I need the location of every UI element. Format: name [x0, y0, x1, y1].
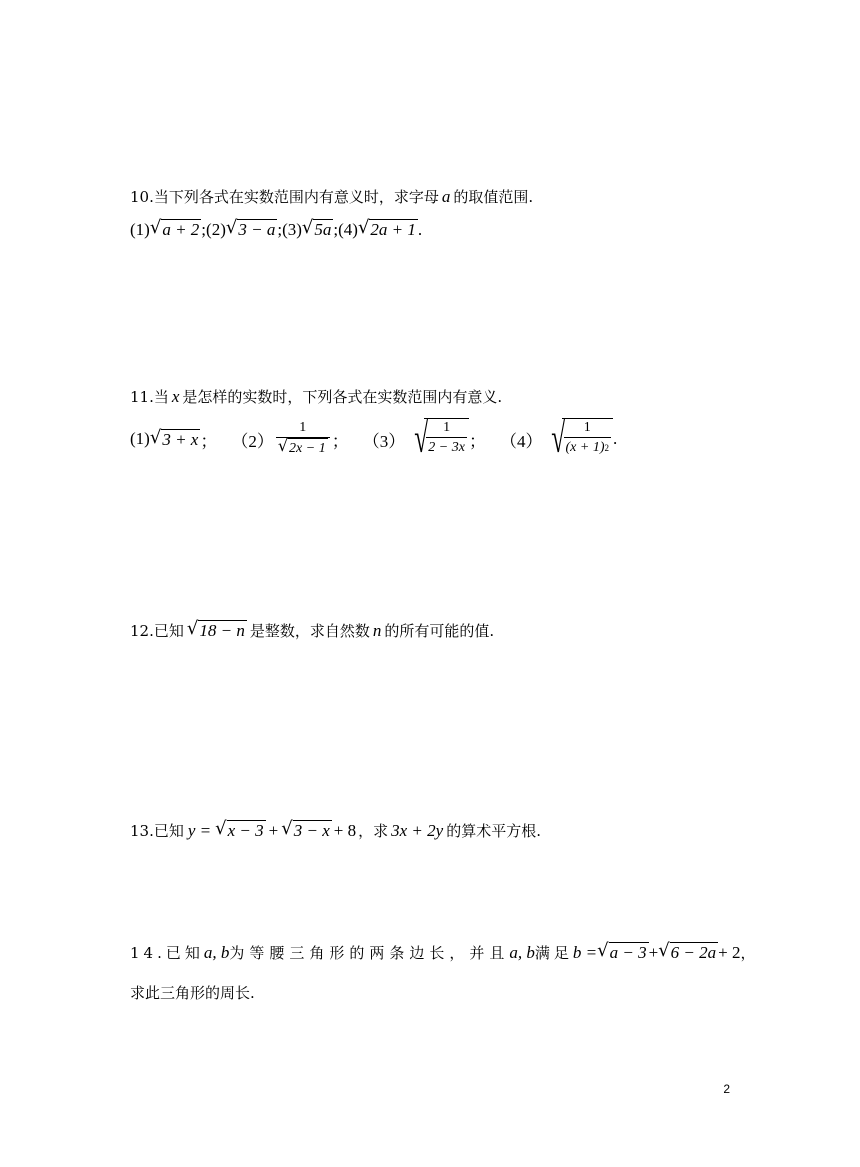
q13-stem: 13.已知 y = √ x − 3 + √ 3 − x + 8 ，求 3x + 2y 的算术平方根.	[130, 818, 541, 840]
q10-part4-sqrt: √ 2a + 1	[357, 217, 416, 239]
q11-part1-sqrt: √ 3 + x	[149, 426, 199, 449]
q11-stem: 11.当 x 是怎样的实数时，下列各式在实数范围内有意义.	[130, 386, 503, 406]
q14-line2: 求此三角形的周长.	[130, 984, 255, 1002]
q11-part4-sqrt: √ 1 (x + 1) 2	[542, 418, 613, 460]
q12-sqrt: √ 18 − n	[186, 618, 245, 640]
q10-part2-sqrt: √ 3 − a	[225, 217, 276, 239]
q10-part3-sqrt: √ 5a	[301, 217, 332, 239]
q11-part2-fraction: 1 √ 2x − 1	[276, 419, 330, 459]
q10-stem: 10.当下列各式在实数范围内有意义时，求字母 a 的取值范围.	[130, 186, 534, 206]
q12-stem: 12.已知 √ 18 − n 是整数，求自然数 n 的所有可能的值.	[130, 618, 495, 640]
q10-parts: (1) √ a + 2 ; (2) √ 3 − a ; (3) √ 5a ; (4) √ 2a + 1 .	[130, 217, 423, 239]
q14-stem: 14.已知 a, b 为等腰三角形的两条边长，并且 a, b 满足 b = √ a − 3 + √ 6 − 2a + 2 ，	[130, 940, 756, 962]
q14-sqrt1: √ a − 3	[597, 940, 647, 962]
page-number: 2	[723, 1082, 730, 1096]
q13-sqrt1: √ x − 3	[215, 818, 264, 840]
q14-sqrt2: √ 6 − 2a	[658, 940, 717, 962]
q10-part1-sqrt: √ a + 2	[149, 217, 200, 239]
q11-parts: (1) √ 3 + x ； （2） 1 √ 2x − 1 ； （3） √ $\frac{1}{2 - 3x}$ ； （4） √ 1 (x + 1) 2 .	[130, 416, 618, 462]
q11-part3-sqrt: √ $\frac{1}{2 - 3x}$	[405, 418, 469, 460]
q13-sqrt2: √ 3 − x	[281, 818, 330, 840]
